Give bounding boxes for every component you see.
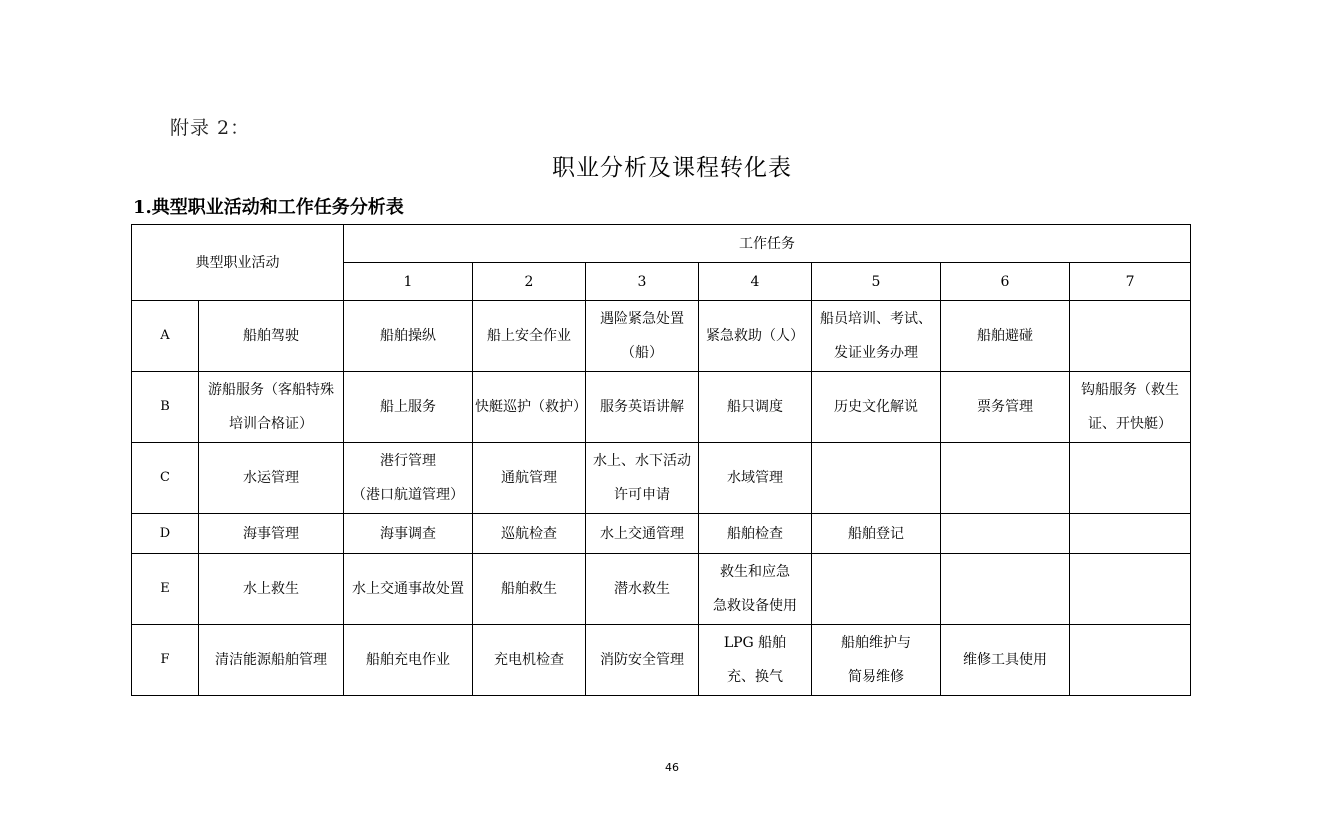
task-cell <box>812 554 941 625</box>
cell-text-line: 服务英语讲解 <box>600 399 684 415</box>
cell-text-line: 船舶救生 <box>501 581 557 597</box>
cell-text-line: 海事调查 <box>380 525 436 542</box>
cell-text-line: 船只调度 <box>727 399 783 415</box>
cell-text-line: 维修工具使用 <box>963 652 1047 668</box>
task-cell <box>699 301 812 372</box>
task-cell <box>344 372 473 443</box>
cell-text-line: 巡航检查 <box>501 525 557 542</box>
task-cell <box>344 301 473 372</box>
tasks-header: 工作任务 <box>344 225 1191 263</box>
activity-code: D <box>132 514 199 554</box>
task-cell <box>941 301 1070 372</box>
cell-text-line: 港行管理 <box>380 453 436 469</box>
cell-text-line: 船上服务 <box>380 399 436 415</box>
table-row <box>132 301 1191 372</box>
table-row <box>132 372 1191 443</box>
task-column-header: 5 <box>812 263 941 301</box>
cell-text-line: 海事管理 <box>243 525 299 542</box>
task-column-header: 1 <box>344 263 473 301</box>
cell-text-line: 急救设备使用 <box>713 598 797 614</box>
appendix-label: 附录 2： <box>170 117 251 139</box>
task-cell <box>812 443 941 514</box>
cell-text-line: 船舶检查 <box>727 525 783 542</box>
activity-name <box>199 554 344 625</box>
table-row <box>132 443 1191 514</box>
task-cell <box>1070 625 1191 696</box>
cell-text-line: 船舶充电作业 <box>366 652 450 668</box>
task-cell <box>1070 443 1191 514</box>
cell-text-line: 游船服务（客船特殊 <box>208 382 334 398</box>
task-cell <box>812 301 941 372</box>
activity-code: F <box>132 625 199 696</box>
cell-text-line: 水运管理 <box>243 470 299 486</box>
task-cell <box>586 554 699 625</box>
task-cell <box>473 372 586 443</box>
activity-code: A <box>132 301 199 372</box>
task-cell <box>586 372 699 443</box>
occupation-analysis-table <box>131 224 1191 696</box>
task-cell <box>941 443 1070 514</box>
task-cell <box>473 301 586 372</box>
task-cell <box>1070 372 1191 443</box>
cell-text-line: 钩船服务（救生 <box>1081 382 1180 398</box>
table-row <box>132 554 1191 625</box>
activity-header: 典型职业活动 <box>132 225 344 301</box>
task-cell <box>473 443 586 514</box>
cell-text-line: 票务管理 <box>977 399 1033 415</box>
cell-text-line: 船舶避碰 <box>977 328 1033 344</box>
cell-text-line: 许可申请 <box>614 487 670 503</box>
task-cell <box>1070 554 1191 625</box>
cell-text-line: 充、换气 <box>727 669 783 685</box>
task-cell <box>699 443 812 514</box>
cell-text-line: 救生和应急 <box>720 564 790 580</box>
cell-text-line: 水上交通管理 <box>600 525 684 542</box>
cell-text-line: 船员培训、考试、 <box>820 311 932 327</box>
cell-text-line: 船上安全作业 <box>487 328 571 344</box>
section-heading: 1.典型职业活动和工作任务分析表 <box>133 197 404 218</box>
cell-text-line: 水上救生 <box>243 581 299 597</box>
table-row <box>132 514 1191 554</box>
task-column-header: 4 <box>699 263 812 301</box>
cell-text-line: 通航管理 <box>501 470 557 486</box>
task-cell <box>586 301 699 372</box>
task-cell <box>699 554 812 625</box>
cell-text-line: （船） <box>621 345 663 361</box>
activity-name <box>199 372 344 443</box>
task-cell <box>586 625 699 696</box>
cell-text-line: 证、开快艇） <box>1088 416 1173 432</box>
activity-code: B <box>132 372 199 443</box>
cell-text-line: 发证业务办理 <box>834 345 918 361</box>
cell-text-line: 水域管理 <box>727 470 783 486</box>
cell-text-line: 船舶驾驶 <box>243 328 299 344</box>
task-cell <box>941 625 1070 696</box>
page-number: 46 <box>665 761 679 774</box>
task-cell <box>344 554 473 625</box>
table-row <box>132 625 1191 696</box>
task-cell <box>586 514 699 554</box>
task-cell <box>344 514 473 554</box>
task-cell <box>473 514 586 554</box>
cell-text-line: 消防安全管理 <box>600 652 684 668</box>
cell-text-line: 船舶操纵 <box>380 328 436 344</box>
task-column-header: 6 <box>941 263 1070 301</box>
activity-code: C <box>132 443 199 514</box>
task-cell <box>1070 301 1191 372</box>
task-cell <box>344 443 473 514</box>
task-cell <box>344 625 473 696</box>
task-cell <box>473 554 586 625</box>
cell-text-line: 潜水救生 <box>614 581 670 597</box>
cell-text-line: 紧急救助（人） <box>706 328 804 344</box>
task-cell <box>941 554 1070 625</box>
task-cell <box>1070 514 1191 554</box>
activity-name <box>199 625 344 696</box>
cell-text-line: 充电机检查 <box>494 652 564 668</box>
cell-text-line: 水上交通事故处置 <box>352 581 464 597</box>
cell-text-line: （港口航道管理） <box>352 487 464 503</box>
task-cell <box>812 372 941 443</box>
cell-text-line: 水上、水下活动 <box>593 453 691 469</box>
activity-name <box>199 514 344 554</box>
cell-text-line: 培训合格证） <box>229 416 313 432</box>
cell-text-line: 船舶维护与 <box>841 635 911 651</box>
task-cell <box>699 625 812 696</box>
activity-name <box>199 301 344 372</box>
cell-text-line: 快艇巡护（救护） <box>475 399 587 415</box>
task-cell <box>699 372 812 443</box>
task-cell <box>812 625 941 696</box>
cell-text-line: 清洁能源船舶管理 <box>215 652 327 668</box>
activity-code: E <box>132 554 199 625</box>
cell-text-line: LPG 船舶 <box>723 635 787 651</box>
task-cell <box>473 625 586 696</box>
task-column-header: 3 <box>586 263 699 301</box>
task-column-header: 7 <box>1070 263 1191 301</box>
task-cell <box>699 514 812 554</box>
cell-text-line: 遇险紧急处置 <box>600 311 684 327</box>
task-cell <box>941 372 1070 443</box>
task-cell <box>812 514 941 554</box>
task-cell <box>941 514 1070 554</box>
task-column-header: 2 <box>473 263 586 301</box>
cell-text-line: 船舶登记 <box>848 525 904 542</box>
cell-text-line: 简易维修 <box>848 669 904 685</box>
cell-text-line: 历史文化解说 <box>834 399 918 415</box>
activity-name <box>199 443 344 514</box>
task-cell <box>586 443 699 514</box>
document-title: 职业分析及课程转化表 <box>552 155 792 181</box>
